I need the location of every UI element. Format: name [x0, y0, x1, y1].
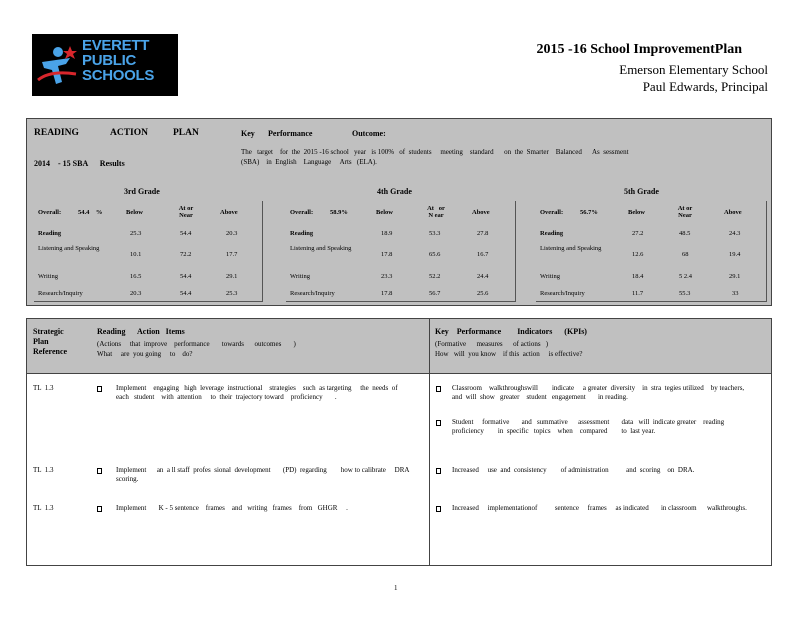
logo-line-2: PUBLIC: [82, 52, 137, 69]
cell: 68: [682, 251, 689, 258]
cell: 29.1: [729, 273, 741, 280]
cell: 52.2: [429, 273, 441, 280]
cell: 56.7: [429, 290, 441, 297]
logo-line-3: SCHOOLS: [82, 67, 155, 84]
column-divider: [429, 318, 430, 566]
row-label-reading: Reading: [540, 230, 564, 237]
cell: 16.7: [477, 251, 489, 258]
cell: 12.6: [632, 251, 644, 258]
cell: 25.6: [477, 290, 489, 297]
cell: 54.4: [180, 230, 192, 237]
cell: 10.1: [130, 251, 142, 258]
cell: 25.3: [226, 290, 238, 297]
col-above: Above: [724, 209, 742, 216]
bullet-icon: [436, 468, 441, 474]
cell: 18.4: [632, 273, 644, 280]
cell: 23.3: [381, 273, 393, 280]
logo-figure-icon: [36, 40, 78, 92]
col-at-or-near: At or N ear: [427, 205, 447, 219]
page-number: 1: [394, 584, 398, 592]
col-at-or-near: At or Near: [677, 205, 693, 219]
row-label-writing: Writing: [290, 273, 310, 280]
col-header-kpis: Key Performance Indicators (KPIs): [435, 327, 587, 336]
row-1-action: Implement engaging high leverage instructional strategies such as targeting the needs of each student with attention to their trajectory toward proficiency .: [116, 384, 400, 401]
cell: 24.3: [729, 230, 741, 237]
cell: 53.3: [429, 230, 441, 237]
row-label-writing: Writing: [540, 273, 560, 280]
target-line-2: (SBA) in English Language Arts (ELA).: [241, 158, 377, 166]
overall-value: 58.9%: [330, 209, 348, 216]
row-label-research: Research/Inquiry: [38, 290, 83, 297]
cell: 11.7: [632, 290, 644, 297]
cell: 20.3: [226, 230, 238, 237]
grade-3-title: 3rd Grade: [124, 187, 160, 196]
school-name: Emerson Elementary School: [619, 62, 768, 77]
grade-4-table: [286, 201, 516, 302]
logo-line-1: EVERETT: [82, 37, 150, 54]
col-header-strategic-plan: [33, 327, 67, 357]
heading-plan: PLAN: [173, 128, 199, 138]
col-above: Above: [220, 209, 238, 216]
row-2-action: Implement an a ll staff profes sional development (PD) regarding how to calibrate DRA scoring.: [116, 466, 417, 483]
overall-value: 54.4 %: [78, 209, 103, 216]
cell: 24.4: [477, 273, 489, 280]
bullet-icon: [436, 506, 441, 512]
kpo-key: Key: [241, 129, 255, 138]
row-label-research: Research/Inquiry: [290, 290, 335, 297]
row-1-kpi-1: Classroom walkthroughswill indicate a greater diversity in stra tegies utilized by teachers, and will show greater student engagement in reading.: [452, 384, 755, 401]
cell: 5 2.4: [679, 273, 692, 280]
cell: 17.8: [381, 251, 393, 258]
cell: 54.4: [180, 290, 192, 297]
row-1-ref: TL 1.3: [33, 384, 54, 392]
grade-3-table: [34, 201, 263, 302]
row-label-listening: Listening and Speaking: [290, 245, 352, 252]
row-label-reading: Reading: [38, 230, 62, 237]
cell: 18.9: [381, 230, 393, 237]
cell: 17.8: [381, 290, 393, 297]
cell: 27.2: [632, 230, 644, 237]
cell: 72.2: [180, 251, 192, 258]
col-header-kpi-sub1: (Formative measures of actions ): [435, 340, 549, 348]
col-at-or-near: At or Near: [178, 205, 194, 219]
row-3-action: Implement K - 5 sentence frames and writing frames from GHGR .: [116, 504, 348, 512]
cell: 25.3: [130, 230, 142, 237]
col-below: Below: [126, 209, 143, 216]
col-below: Below: [376, 209, 393, 216]
overall-value: 56.7%: [580, 209, 598, 216]
row-label-research: Research/Inquiry: [540, 290, 585, 297]
principal-name: Paul Edwards, Principal: [642, 79, 768, 94]
col-above: Above: [472, 209, 490, 216]
bullet-icon: [436, 386, 441, 392]
kpo-performance: Performance: [268, 129, 313, 138]
cell: 27.8: [477, 230, 489, 237]
cell: 16.5: [130, 273, 142, 280]
row-label-reading: Reading: [290, 230, 314, 237]
cell: 55.3: [679, 290, 691, 297]
header-line: Strategic: [33, 327, 64, 336]
bullet-icon: [97, 468, 102, 474]
header-line: Plan: [33, 337, 49, 346]
header-line: Reference: [33, 347, 68, 356]
cell: 54.4: [180, 273, 192, 280]
col-below: Below: [628, 209, 645, 216]
district-logo: [32, 34, 178, 96]
plan-title: 2015 -16 School ImprovementPlan: [536, 42, 742, 57]
row-3-ref: TL 1.3: [33, 504, 54, 512]
grade-4-title: 4th Grade: [377, 187, 412, 196]
row-2-kpi-1: Increased use and consistency of administration and scoring on DRA.: [452, 466, 695, 474]
col-header-action-sub2: What are you going to do?: [97, 350, 193, 358]
heading-reading: READING: [34, 128, 79, 138]
col-header-action-items: Reading Action Items: [97, 327, 185, 336]
cell: 29.1: [226, 273, 238, 280]
row-1-kpi-2: Student formative and summative assessment data will indicate greater reading proficiency in specific topics when compared to last year.: [452, 418, 732, 435]
kpo-outcome: Outcome:: [352, 129, 386, 138]
cell: 48.5: [679, 230, 691, 237]
col-header-action-sub1: (Actions that improve performance towards outcomes ): [97, 340, 296, 348]
logo-text: [82, 38, 176, 83]
cell: 19.4: [729, 251, 741, 258]
overall-label: Overall:: [38, 209, 62, 216]
row-label-writing: Writing: [38, 273, 58, 280]
cell: 33: [732, 290, 739, 297]
row-label-listening: Listening and Speaking: [38, 245, 100, 252]
row-3-kpi-1: Increased implementationof sentence frames as indicated in classroom walkthroughs.: [452, 504, 747, 512]
target-line-1: The target for the 2015 -16 school year is 100% of students meeting standard on the Smarter Balanced As sessment: [241, 148, 629, 156]
row-2-ref: TL 1.3: [33, 466, 54, 474]
bullet-icon: [97, 386, 102, 392]
row-label-listening: Listening and Speaking: [540, 245, 602, 252]
cell: 17.7: [226, 251, 238, 258]
cell: 65.6: [429, 251, 441, 258]
cell: 20.3: [130, 290, 142, 297]
bullet-icon: [97, 506, 102, 512]
sba-results-label: 2014 - 15 SBA Results: [34, 159, 125, 168]
overall-label: Overall:: [290, 209, 314, 216]
grade-5-title: 5th Grade: [624, 187, 659, 196]
bullet-icon: [436, 420, 441, 426]
overall-label: Overall:: [540, 209, 564, 216]
heading-action: ACTION: [110, 128, 149, 138]
col-header-kpi-sub2: How will you know if this action is effective?: [435, 350, 583, 358]
grade-5-table: [536, 201, 767, 302]
